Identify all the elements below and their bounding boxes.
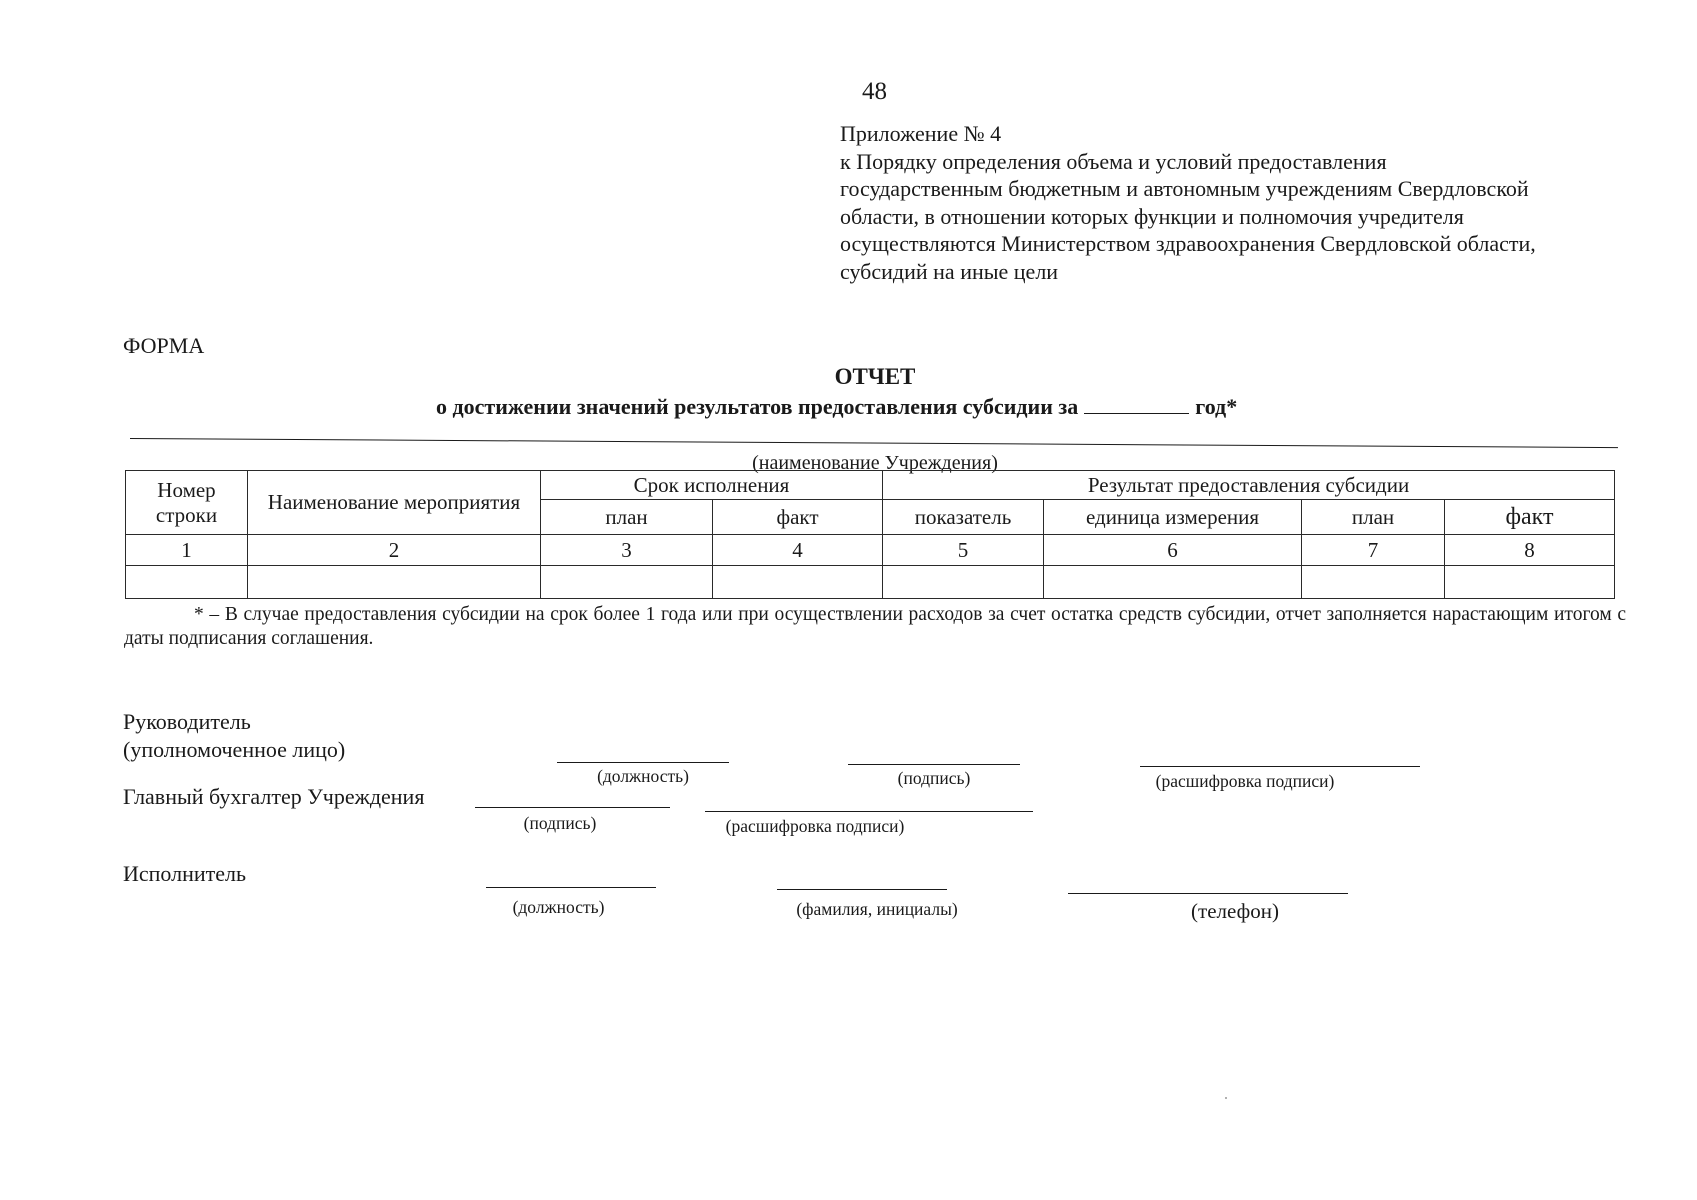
accountant-signature-caption: (подпись) [523,813,597,833]
table-cell[interactable] [883,566,1044,599]
column-number: 1 [126,535,248,566]
header-result-fact: факт [1445,500,1615,535]
header-deadline-plan: план [541,500,713,535]
institution-caption: (наименование Учреждения) [752,452,998,474]
footnote-text: * – В случае предоставления субсидии на срок более 1 года или при осуществлении расходов за счет остатка средств субсидии, отчет заполняется нарастающим итогом с даты подписания соглашения. [124,604,1626,649]
header-result-unit: единица измерения [1044,500,1302,535]
head-label-line2: (уполномоченное лицо) [123,737,346,762]
header-result-plan: план [1302,500,1445,535]
annex-line: государственным бюджетным и автономным учреждениям Свердловской [840,176,1529,201]
report-subtitle [436,394,1237,420]
head-decoding-line[interactable] [1140,766,1420,767]
executor-position-caption: (должность) [512,897,605,917]
accountant-decoding-line[interactable] [705,811,1033,812]
accountant-label: Главный бухгалтер Учреждения [123,784,425,809]
table-cell[interactable] [1044,566,1302,599]
executor-label: Исполнитель [123,861,247,886]
annex-line: к Порядку определения объема и условий предоставления [840,148,1387,174]
accountant-decoding-caption: (расшифровка подписи) [725,816,905,836]
scan-speck [1225,1097,1227,1099]
year-blank-field[interactable] [1084,399,1189,414]
head-position-line[interactable] [557,762,729,763]
page-number: 48 [862,78,887,105]
executor-name-line[interactable] [777,889,947,890]
table-cell[interactable] [126,566,248,599]
header-event-name: Наименование мероприятия [248,471,541,535]
institution-name-line[interactable] [130,438,1618,448]
header-result: Результат предоставления субсидии [883,471,1615,500]
footnote [124,603,1626,651]
report-title: ОТЧЕТ [834,364,916,389]
executor-phone-line[interactable] [1068,893,1348,894]
executor-name-caption: (фамилия, инициалы) [796,899,958,919]
column-number: 8 [1445,535,1615,566]
subtitle-text: о достижении значений результатов предоставления субсидии за [436,394,1079,419]
annex-line: Приложение № 4 [840,121,1002,146]
head-label-line1: Руководитель [123,709,251,734]
head-signature-caption: (подпись) [897,768,971,788]
executor-phone-caption: (телефон) [1191,899,1279,923]
column-number: 4 [713,535,883,566]
column-number: 6 [1044,535,1302,566]
form-label: ФОРМА [123,333,205,358]
annex-header [840,120,1640,285]
header-result-indicator: показатель [883,500,1044,535]
annex-line: области, в отношении которых функции и полномочия учредителя [840,203,1464,229]
accountant-signature-line[interactable] [475,807,670,808]
table-cell[interactable] [1445,566,1615,599]
table-cell[interactable] [713,566,883,599]
annex-line: осуществляются Министерством здравоохранения Свердловской области, [840,231,1536,256]
header-deadline: Срок исполнения [541,471,883,500]
head-position-caption: (должность) [597,766,689,786]
head-signature-line[interactable] [848,764,1020,765]
header-row-number: Номер строки [126,471,248,535]
header-deadline-fact: факт [713,500,883,535]
column-number: 3 [541,535,713,566]
annex-line: субсидий на иные цели [840,258,1059,284]
table-cell[interactable] [1302,566,1445,599]
subtitle-suffix: год* [1195,394,1238,419]
table-cell[interactable] [541,566,713,599]
column-number: 7 [1302,535,1445,566]
table-cell[interactable] [248,566,541,599]
report-table [125,470,1615,599]
executor-position-line[interactable] [486,887,656,888]
head-decoding-caption: (расшифровка подписи) [1155,771,1335,791]
table-row [126,566,1615,599]
column-number: 5 [883,535,1044,566]
column-number: 2 [248,535,541,566]
